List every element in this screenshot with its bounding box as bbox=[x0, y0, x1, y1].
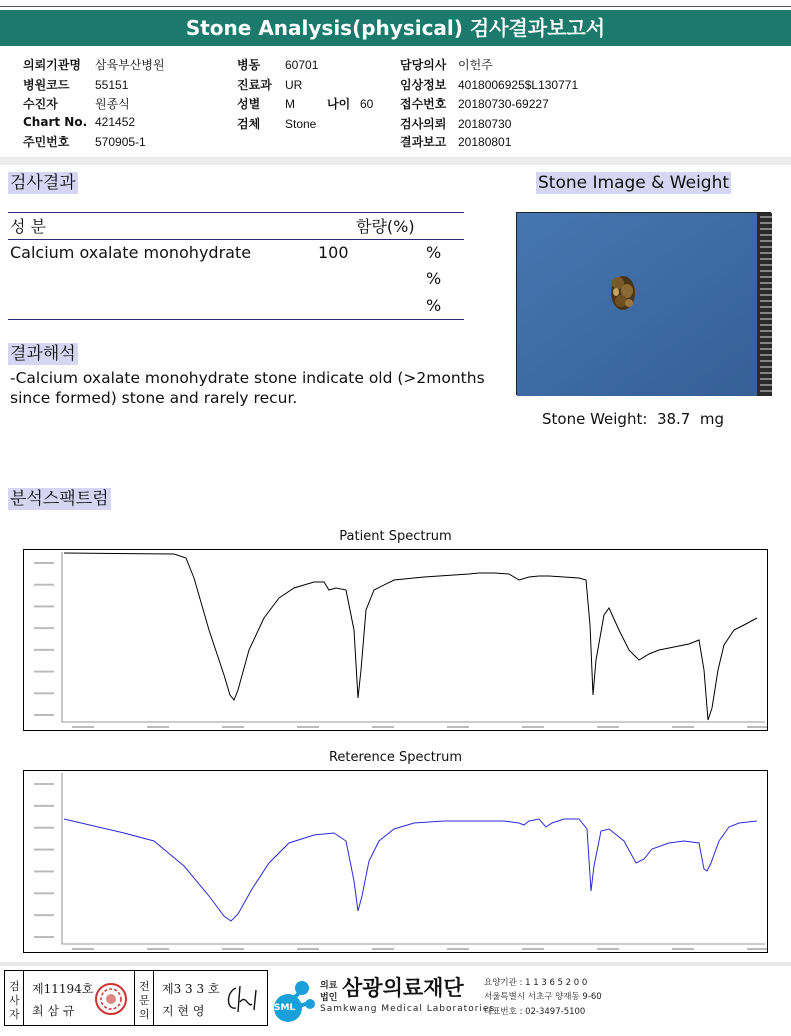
report-title: Stone Analysis(physical) 검사결과보고서 bbox=[0, 10, 791, 46]
signature-icon bbox=[222, 982, 262, 1016]
seal-stamp-icon bbox=[94, 982, 128, 1016]
info-col2-field bbox=[237, 76, 302, 93]
info-col3-field-value: 이헌주 bbox=[458, 58, 493, 72]
section-divider bbox=[0, 157, 791, 165]
role1-label-2: 사 bbox=[9, 994, 20, 1007]
stone-photo bbox=[516, 212, 771, 395]
y-tick-label bbox=[34, 892, 54, 894]
info-col2-field-value: UR bbox=[285, 78, 303, 92]
info-col3-field-value: 20180801 bbox=[458, 135, 512, 149]
info-col2-field-value: M bbox=[285, 97, 295, 111]
interpretation-text: -Calcium oxalate monohydrate stone indicate old (>2months since formed) stone and rarely recur. bbox=[10, 369, 485, 407]
stone-object bbox=[611, 276, 635, 310]
stone-photo-graphic bbox=[517, 213, 772, 396]
y-tick-label bbox=[34, 783, 54, 785]
y-tick-label bbox=[34, 627, 54, 629]
x-tick-label bbox=[747, 726, 767, 728]
top-border-line bbox=[0, 6, 791, 7]
role1-label-3: 자 bbox=[9, 1008, 20, 1021]
reference-spectrum-chart bbox=[23, 770, 768, 953]
role1-license-no: 제11194호 bbox=[32, 982, 94, 996]
patient-spectrum-title: Patient Spectrum bbox=[339, 529, 452, 544]
table-header-content: 함량(%) bbox=[356, 217, 415, 236]
x-tick-label bbox=[147, 948, 169, 950]
info-age-field bbox=[327, 95, 373, 112]
info-col2-field-key: 검체 bbox=[237, 117, 261, 131]
info-col2-field-key: 병동 bbox=[237, 58, 261, 72]
info-col1-field bbox=[23, 115, 135, 129]
logo-text: SML bbox=[274, 1003, 296, 1013]
info-col2-field bbox=[237, 95, 295, 112]
table-header-rule bbox=[8, 239, 464, 240]
interpretation-section-label: 결과해석 bbox=[10, 344, 76, 364]
org-name-en: Samkwang Medical Laboratories bbox=[320, 1004, 496, 1014]
y-tick-label bbox=[34, 714, 54, 716]
info-col1-field-value: 삼육부산병원 bbox=[95, 58, 165, 72]
table-top-rule bbox=[8, 212, 464, 213]
y-tick-label bbox=[34, 671, 54, 673]
sml-logo-icon bbox=[270, 974, 318, 1026]
table-bottom-rule bbox=[8, 319, 464, 320]
y-tick-label bbox=[34, 692, 54, 694]
info-col3-field-value: 20180730 bbox=[458, 117, 512, 131]
info-col1-field-key: Chart No. bbox=[23, 115, 88, 129]
x-tick-label bbox=[597, 726, 619, 728]
info-col3-field-key: 접수번호 bbox=[400, 97, 447, 111]
info-col3-field bbox=[400, 76, 578, 93]
info-col2-field-value: Stone bbox=[285, 117, 317, 131]
x-tick-label bbox=[447, 948, 469, 950]
info-col1-field-value: 원종식 bbox=[95, 97, 130, 111]
role2-label-1: 전 bbox=[139, 980, 150, 993]
weight-value: 38.7 bbox=[656, 410, 691, 428]
stone-weight bbox=[542, 410, 724, 428]
table-row-value: 100 bbox=[318, 243, 349, 262]
weight-unit: mg bbox=[699, 410, 725, 428]
info-col1-field bbox=[23, 76, 128, 93]
info-col3-field-key: 검사의뢰 bbox=[400, 117, 447, 131]
y-tick-label bbox=[34, 870, 54, 872]
footer bbox=[4, 970, 787, 1028]
table-row-unit: % bbox=[426, 243, 442, 262]
y-tick-label bbox=[34, 805, 54, 807]
info-col2-field bbox=[237, 56, 318, 73]
spectrum-axes bbox=[62, 552, 765, 722]
y-tick-label bbox=[34, 827, 54, 829]
info-age-field-value: 60 bbox=[360, 97, 374, 111]
x-tick-label bbox=[222, 948, 244, 950]
org-info-code: 요양기관 : 1 1 3 6 5 2 0 0 bbox=[484, 978, 588, 988]
x-tick-label bbox=[597, 948, 619, 950]
x-tick-label bbox=[72, 948, 94, 950]
info-col1-field-value: 55151 bbox=[95, 78, 129, 92]
info-col3-field bbox=[400, 95, 549, 112]
info-col1-field-key: 수진자 bbox=[23, 97, 58, 111]
y-tick-label bbox=[34, 605, 54, 607]
role2-name: 지 현 영 bbox=[162, 1004, 205, 1018]
weight-label: Stone Weight: bbox=[542, 410, 648, 428]
y-tick-label bbox=[34, 849, 54, 851]
info-col3-field-value: 4018006925$L130771 bbox=[458, 78, 579, 92]
x-tick-label bbox=[747, 948, 767, 950]
info-col1-field-key: 의뢰기관명 bbox=[23, 58, 81, 72]
org-info-phone: 대표번호 : 02-3497-5100 bbox=[484, 1007, 586, 1017]
spectrum-section-label: 분석스팩트럼 bbox=[10, 489, 109, 509]
role2-label-2: 문 bbox=[139, 994, 150, 1007]
y-tick-label bbox=[34, 584, 54, 586]
info-col1-field-key: 병원코드 bbox=[23, 78, 70, 92]
role1-label-1: 검 bbox=[9, 980, 20, 993]
y-tick-label bbox=[34, 562, 54, 564]
x-tick-label bbox=[372, 726, 394, 728]
info-col2-field-key: 진료과 bbox=[237, 78, 272, 92]
org-name: 삼광의료재단 bbox=[342, 976, 464, 1000]
info-col3-field bbox=[400, 56, 493, 73]
x-tick-label bbox=[672, 948, 694, 950]
info-col1-field-value: 421452 bbox=[95, 115, 136, 129]
role2-label-3: 의 bbox=[139, 1008, 150, 1021]
x-tick-label bbox=[147, 726, 169, 728]
table-row-name: Calcium oxalate monohydrate bbox=[10, 243, 252, 262]
info-col3-field-key: 임상정보 bbox=[400, 78, 447, 92]
patient-spectrum-chart bbox=[23, 549, 768, 731]
x-tick-label bbox=[297, 948, 319, 950]
info-col3-field-value: 20180730-69227 bbox=[458, 97, 549, 111]
x-tick-label bbox=[372, 948, 394, 950]
info-col1-field bbox=[23, 95, 130, 112]
x-tick-label bbox=[522, 726, 544, 728]
info-col1-field-value: 570905-1 bbox=[95, 135, 146, 149]
spectrum-axes bbox=[62, 773, 765, 944]
spectrum-line bbox=[64, 553, 757, 720]
x-tick-label bbox=[72, 726, 94, 728]
footer-divider bbox=[0, 962, 791, 966]
info-col1-field bbox=[23, 133, 146, 150]
info-col1-field bbox=[23, 56, 165, 73]
reference-spectrum-title: Reterence Spectrum bbox=[328, 750, 463, 765]
x-tick-label bbox=[447, 726, 469, 728]
x-tick-label bbox=[297, 726, 319, 728]
org-prefix-top: 의료 bbox=[320, 981, 338, 991]
table-header-component: 성 분 bbox=[10, 217, 46, 236]
role1-name: 최 삼 규 bbox=[32, 1004, 75, 1018]
y-tick-label bbox=[34, 936, 54, 938]
x-tick-label bbox=[522, 948, 544, 950]
org-prefix-bottom: 법인 bbox=[320, 993, 338, 1003]
reference-spectrum-plot bbox=[24, 771, 767, 952]
y-tick-label bbox=[34, 914, 54, 916]
info-col2-field bbox=[237, 115, 316, 132]
info-col3-field-key: 결과보고 bbox=[400, 135, 447, 149]
patient-spectrum-plot bbox=[24, 550, 767, 730]
info-col2-field-key: 성별 bbox=[237, 97, 261, 111]
image-section-label: Stone Image & Weight bbox=[538, 173, 730, 193]
info-col3-field bbox=[400, 115, 511, 132]
info-col3-field-key: 담당의사 bbox=[400, 58, 447, 72]
result-section-label: 검사결과 bbox=[10, 173, 76, 193]
info-col3-field bbox=[400, 133, 511, 150]
table-row-unit: % bbox=[426, 269, 442, 288]
x-tick-label bbox=[672, 726, 694, 728]
y-tick-label bbox=[34, 649, 54, 651]
role2-license-no: 제3 3 3 호 bbox=[162, 982, 220, 996]
info-age-field-key: 나이 bbox=[327, 97, 351, 111]
org-info-address: 서울특별시 서초구 양재동 9-60 bbox=[484, 992, 602, 1002]
info-col1-field-key: 주민번호 bbox=[23, 135, 70, 149]
spectrum-line bbox=[64, 819, 757, 921]
table-row-unit: % bbox=[426, 296, 442, 315]
x-tick-label bbox=[222, 726, 244, 728]
info-col2-field-value: 60701 bbox=[285, 58, 319, 72]
